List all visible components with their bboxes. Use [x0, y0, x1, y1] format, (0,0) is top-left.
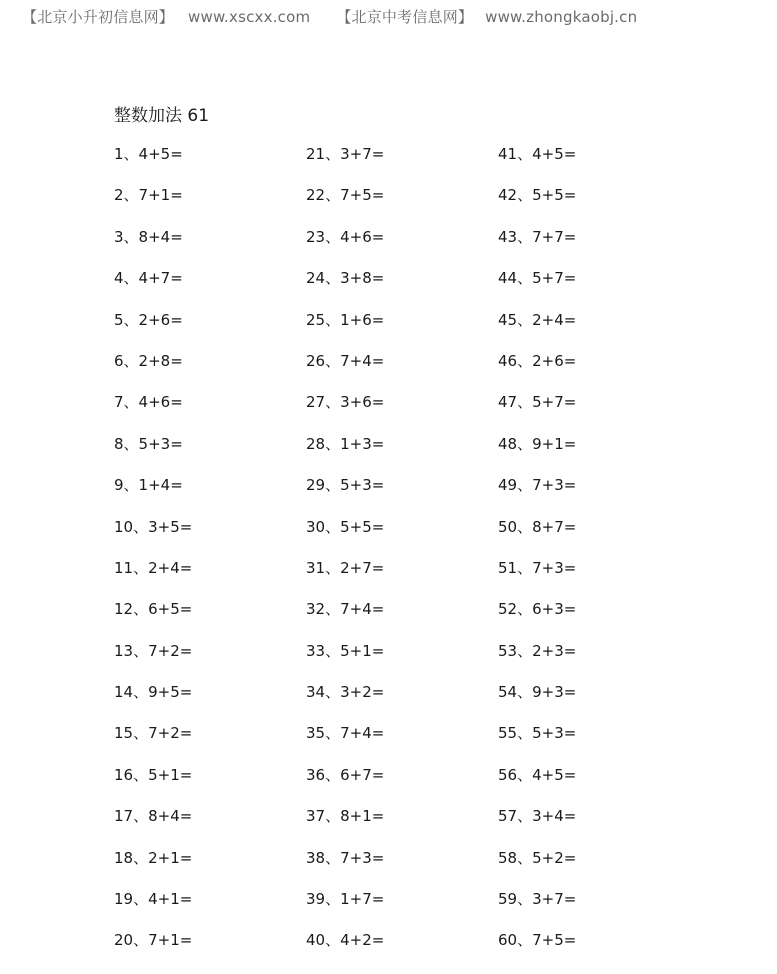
problem-item: 49、7+3= — [498, 476, 577, 495]
problem-item: 22、7+5= — [306, 186, 385, 205]
problem-item: 18、2+1= — [114, 848, 193, 867]
problem-item: 34、3+2= — [306, 683, 385, 702]
problem-item: 2、7+1= — [114, 186, 183, 205]
problem-item: 27、3+6= — [306, 393, 385, 412]
problem-item: 30、5+5= — [306, 517, 385, 536]
problem-item: 19、4+1= — [114, 890, 193, 909]
worksheet-title: 整数加法 61 — [114, 106, 210, 126]
problem-item: 6、2+8= — [114, 351, 183, 370]
problem-item: 38、7+3= — [306, 848, 385, 867]
problem-item: 44、5+7= — [498, 269, 577, 288]
problem-item: 8、5+3= — [114, 434, 183, 453]
problem-item: 51、7+3= — [498, 558, 577, 577]
problem-item: 29、5+3= — [306, 476, 385, 495]
problem-item: 57、3+4= — [498, 807, 577, 826]
problem-item: 3、8+4= — [114, 227, 183, 246]
problem-item: 24、3+8= — [306, 269, 385, 288]
problem-item: 31、2+7= — [306, 558, 385, 577]
problem-column-3 — [498, 144, 678, 972]
problem-item: 40、4+2= — [306, 931, 385, 950]
problem-item: 13、7+2= — [114, 641, 193, 660]
problem-item: 1、4+5= — [114, 145, 183, 163]
problem-item: 11、2+4= — [114, 558, 193, 577]
problem-item: 56、4+5= — [498, 765, 577, 784]
problem-item: 5、2+6= — [114, 310, 183, 329]
problem-column-2 — [306, 144, 486, 972]
problem-item: 15、7+2= — [114, 724, 193, 743]
problem-item: 42、5+5= — [498, 186, 577, 205]
problem-item: 28、1+3= — [306, 434, 385, 453]
header-site1-label: 【北京小升初信息网】 — [22, 8, 175, 26]
header-site1-url[interactable]: www.xscxx.com — [188, 8, 311, 26]
problem-item: 7、4+6= — [114, 393, 183, 412]
problem-item: 43、7+7= — [498, 227, 577, 246]
problem-item: 45、2+4= — [498, 310, 577, 329]
problem-item: 12、6+5= — [114, 600, 193, 619]
problem-column-1 — [114, 144, 294, 972]
problem-item: 4、4+7= — [114, 269, 183, 288]
problem-item: 47、5+7= — [498, 393, 577, 412]
problem-item: 23、4+6= — [306, 227, 385, 246]
problem-item: 55、5+3= — [498, 724, 577, 743]
problem-item: 17、8+4= — [114, 807, 193, 826]
problem-item: 58、5+2= — [498, 848, 577, 867]
page-header — [22, 6, 637, 27]
problem-item: 60、7+5= — [498, 931, 577, 950]
problem-item: 36、6+7= — [306, 765, 385, 784]
problem-item: 39、1+7= — [306, 890, 385, 909]
problem-item: 53、2+3= — [498, 641, 577, 660]
header-site2-url[interactable]: www.zhongkaobj.cn — [485, 8, 638, 26]
problem-item: 35、7+4= — [306, 724, 385, 743]
problem-item: 48、9+1= — [498, 434, 577, 453]
problem-item: 10、3+5= — [114, 517, 193, 536]
problem-item: 25、1+6= — [306, 310, 385, 329]
problem-item: 32、7+4= — [306, 600, 385, 619]
problem-item: 50、8+7= — [498, 517, 577, 536]
problem-item: 54、9+3= — [498, 683, 577, 702]
problem-item: 33、5+1= — [306, 641, 385, 660]
problem-item: 9、1+4= — [114, 476, 183, 495]
problem-item: 46、2+6= — [498, 351, 577, 370]
problem-item: 52、6+3= — [498, 600, 577, 619]
problem-item: 37、8+1= — [306, 807, 385, 826]
problem-item: 20、7+1= — [114, 931, 193, 950]
problem-item: 26、7+4= — [306, 351, 385, 370]
header-site2-label: 【北京中考信息网】 — [336, 8, 474, 26]
problem-item: 59、3+7= — [498, 890, 577, 909]
problem-item: 14、9+5= — [114, 683, 193, 702]
problem-item: 21、3+7= — [306, 145, 385, 163]
problem-item: 16、5+1= — [114, 765, 193, 784]
problem-item: 41、4+5= — [498, 145, 577, 163]
